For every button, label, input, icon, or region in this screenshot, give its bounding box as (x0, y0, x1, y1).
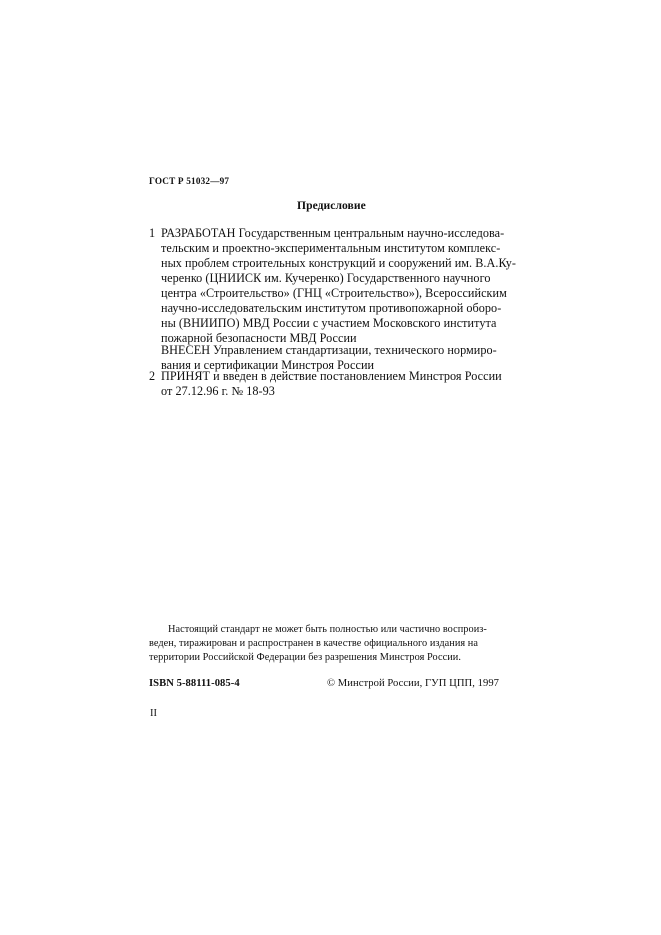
item-1-line-3: ных проблем строительных конструкций и сооружений им. В.А.Ку- (161, 256, 516, 270)
item-number-1: 1 (149, 226, 156, 240)
page-number: II (150, 708, 158, 719)
item-1-line-7: ны (ВНИИПО) МВД России с участием Московского института (161, 316, 497, 330)
item-1-line-4: черенко (ЦНИИСК им. Кучеренко) Государственного научного (161, 271, 491, 285)
notice-line-1: Настоящий стандарт не может быть полностью или частично воспроиз- (168, 624, 487, 635)
item-1-line-8: пожарной безопасности МВД России (161, 331, 357, 345)
notice-line-3: территории Российской Федерации без разрешения Минстроя России. (149, 652, 461, 663)
section-title: Предисловие (297, 199, 366, 212)
item-1-line-6: научно-исследовательским институтом противопожарной оборо- (161, 301, 502, 315)
item-1-line-5: центра «Строительство» (ГНЦ «Строительство»), Всероссийским (161, 286, 507, 300)
item-2-line-1: ПРИНЯТ и введен в действие постановлением Минстроя России (161, 369, 502, 383)
item-number-2: 2 (149, 369, 156, 383)
item-1-line-2: тельским и проектно-экспериментальным институтом комплекс- (161, 241, 501, 255)
copyright-line: © Минстрой России, ГУП ЦПП, 1997 (327, 678, 500, 689)
item-vnesen-line-1: ВНЕСЕН Управлением стандартизации, технического нормиро- (161, 343, 497, 357)
item-1-line-1: РАЗРАБОТАН Государственным центральным научно-исследова- (161, 226, 505, 240)
standard-code-header: ГОСТ Р 51032—97 (149, 176, 230, 186)
isbn-number: ISBN 5-88111-085-4 (149, 678, 240, 689)
item-2-line-2: от 27.12.96 г. № 18-93 (161, 384, 275, 398)
item-vnesen-line-2: вания и сертификации Минстроя России (161, 358, 375, 372)
notice-line-2: веден, тиражирован и распространен в качестве официального издания на (149, 638, 478, 649)
